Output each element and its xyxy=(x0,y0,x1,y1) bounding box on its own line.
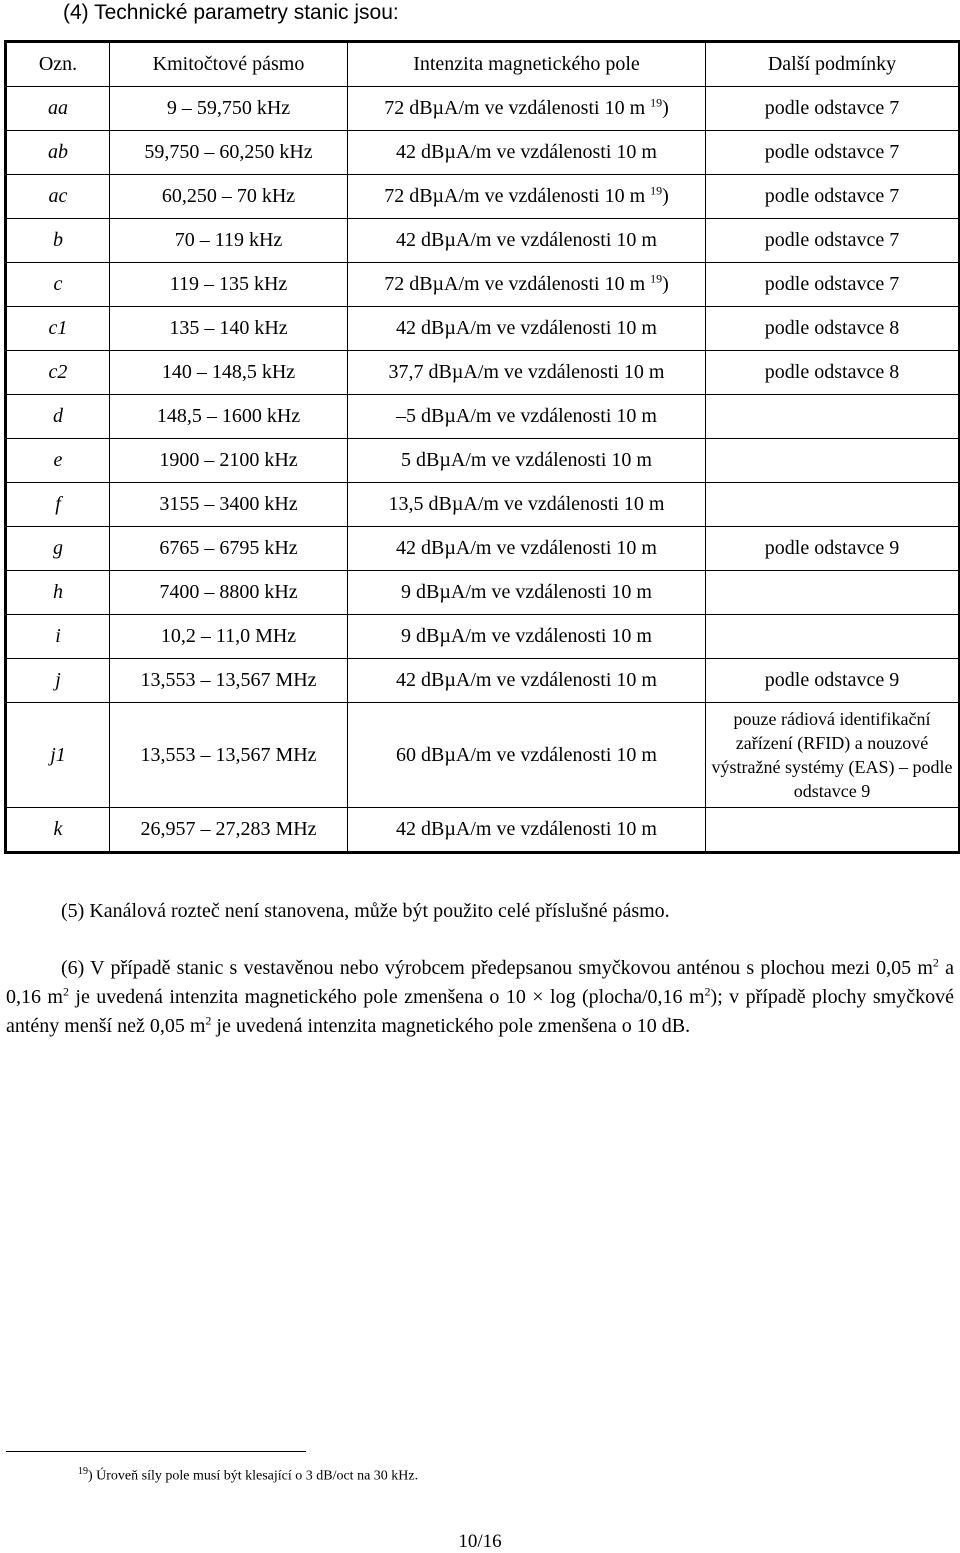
footnote-ref: 19 xyxy=(650,271,663,286)
footnote-divider xyxy=(6,1451,306,1452)
table-header-row xyxy=(6,42,960,87)
cell-field xyxy=(348,703,706,808)
cell-band: 7400 – 8800 kHz xyxy=(110,571,348,615)
cell-field xyxy=(348,527,706,571)
cell-conditions: podle odstavce 7 xyxy=(706,263,960,307)
cell-ozn: e xyxy=(6,439,110,483)
cell-ozn: h xyxy=(6,571,110,615)
table-row xyxy=(6,219,960,263)
cell-band: 13,553 – 13,567 MHz xyxy=(110,659,348,703)
cell-ozn: ac xyxy=(6,175,110,219)
paragraph-5: (5) Kanálová rozteč není stanovena, může být použito celé příslušné pásmo. xyxy=(61,900,670,922)
table-row xyxy=(6,527,960,571)
cell-field xyxy=(348,615,706,659)
footnote-ref-close: ) xyxy=(662,185,669,207)
cell-band: 1900 – 2100 kHz xyxy=(110,439,348,483)
section-heading: (4) Technické parametry stanic jsou: xyxy=(63,1,399,24)
field-value: 42 dBµA/m ve vzdálenosti 10 m xyxy=(396,317,657,339)
cell-ozn: g xyxy=(6,527,110,571)
field-value: 13,5 dBµA/m ve vzdálenosti 10 m xyxy=(388,493,665,515)
field-value: 42 dBµA/m ve vzdálenosti 10 m xyxy=(396,537,657,559)
cell-conditions xyxy=(706,483,960,527)
cell-field xyxy=(348,87,706,131)
cell-band: 60,250 – 70 kHz xyxy=(110,175,348,219)
field-value: 72 dBµA/m ve vzdálenosti 10 m xyxy=(384,185,646,207)
cell-ozn: i xyxy=(6,615,110,659)
table-row xyxy=(6,571,960,615)
table-row xyxy=(6,615,960,659)
paragraph-6: (6) V případě stanic s vestavěnou nebo výrobcem předepsanou smyčkovou anténou s plochou mezi 0,05 $m^2$ a 0,16 $m^2$ je uvedená intenzita magnetického pole zmenšena o 10 × log (plocha/0,16 $m^2$); v případě plochy smyčkové antény menší než 0,05 $m^2$ je uvedená intenzita magnetického pole zmenšena o 10 dB. xyxy=(6,955,954,1037)
cell-ozn: c2 xyxy=(6,351,110,395)
field-value: 42 dBµA/m ve vzdálenosti 10 m xyxy=(396,141,657,163)
field-value: 72 dBµA/m ve vzdálenosti 10 m xyxy=(384,97,646,119)
footnote-ref-close: ) xyxy=(662,97,669,119)
field-value: 5 dBµA/m ve vzdálenosti 10 m xyxy=(401,449,652,471)
cell-band: 135 – 140 kHz xyxy=(110,307,348,351)
header-conditions: Další podmínky xyxy=(706,42,960,87)
cell-conditions xyxy=(706,571,960,615)
cell-ozn: ab xyxy=(6,131,110,175)
cell-conditions: podle odstavce 7 xyxy=(706,219,960,263)
cell-band: 140 – 148,5 kHz xyxy=(110,351,348,395)
footnote-ref: 19 xyxy=(650,95,663,110)
cell-ozn: d xyxy=(6,395,110,439)
cell-conditions: pouze rádiová identifikační zařízení (RFID) a nouzové výstražné systémy (EAS) – podle odstavce 9 xyxy=(706,703,960,808)
cell-ozn: c xyxy=(6,263,110,307)
cell-conditions xyxy=(706,808,960,853)
cell-band: 59,750 – 60,250 kHz xyxy=(110,131,348,175)
table-row xyxy=(6,87,960,131)
cell-conditions xyxy=(706,615,960,659)
cell-conditions: podle odstavce 7 xyxy=(706,131,960,175)
cell-conditions: podle odstavce 8 xyxy=(706,307,960,351)
field-value: 42 dBµA/m ve vzdálenosti 10 m xyxy=(396,818,657,840)
cell-field xyxy=(348,351,706,395)
table-row xyxy=(6,307,960,351)
cell-ozn: aa xyxy=(6,87,110,131)
table-row xyxy=(6,395,960,439)
cell-ozn: k xyxy=(6,808,110,853)
footnote-ref-close: ) xyxy=(662,273,669,295)
cell-field xyxy=(348,483,706,527)
header-band: Kmitočtové pásmo xyxy=(110,42,348,87)
field-value: 9 dBµA/m ve vzdálenosti 10 m xyxy=(401,581,652,603)
field-value: 9 dBµA/m ve vzdálenosti 10 m xyxy=(401,625,652,647)
cell-field xyxy=(348,175,706,219)
cell-ozn: j1 xyxy=(6,703,110,808)
table-row xyxy=(6,263,960,307)
cell-field xyxy=(348,571,706,615)
table-row xyxy=(6,808,960,853)
cell-field xyxy=(348,263,706,307)
cell-ozn: f xyxy=(6,483,110,527)
cell-conditions: podle odstavce 7 xyxy=(706,87,960,131)
cell-band: 6765 – 6795 kHz xyxy=(110,527,348,571)
cell-conditions: podle odstavce 7 xyxy=(706,175,960,219)
cell-band: 119 – 135 kHz xyxy=(110,263,348,307)
header-ozn: Ozn. xyxy=(6,42,110,87)
field-value: 42 dBµA/m ve vzdálenosti 10 m xyxy=(396,669,657,691)
cell-field xyxy=(348,219,706,263)
technical-parameters-table xyxy=(4,40,960,854)
footnote-19: $^{19}$) Úroveň síly pole musí být klesající o 3 dB/oct na 30 kHz. xyxy=(78,1466,419,1484)
table-row xyxy=(6,131,960,175)
cell-band: 26,957 – 27,283 MHz xyxy=(110,808,348,853)
field-value: 37,7 dBµA/m ve vzdálenosti 10 m xyxy=(388,361,665,383)
cell-field xyxy=(348,395,706,439)
cell-ozn: b xyxy=(6,219,110,263)
cell-field xyxy=(348,659,706,703)
cell-band: 13,553 – 13,567 MHz xyxy=(110,703,348,808)
header-field: Intenzita magnetického pole xyxy=(348,42,706,87)
cell-conditions: podle odstavce 9 xyxy=(706,527,960,571)
cell-band: 10,2 – 11,0 MHz xyxy=(110,615,348,659)
field-value: 42 dBµA/m ve vzdálenosti 10 m xyxy=(396,229,657,251)
cell-band: 3155 – 3400 kHz xyxy=(110,483,348,527)
field-value: –5 dBµA/m ve vzdálenosti 10 m xyxy=(396,405,657,427)
cell-conditions xyxy=(706,395,960,439)
cell-band: 148,5 – 1600 kHz xyxy=(110,395,348,439)
field-value: 72 dBµA/m ve vzdálenosti 10 m xyxy=(384,273,646,295)
table-row xyxy=(6,351,960,395)
cell-ozn: j xyxy=(6,659,110,703)
cell-conditions: podle odstavce 9 xyxy=(706,659,960,703)
table-row xyxy=(6,175,960,219)
cell-conditions xyxy=(706,439,960,483)
table-row xyxy=(6,439,960,483)
table-row xyxy=(6,659,960,703)
cell-band: 70 – 119 kHz xyxy=(110,219,348,263)
cell-ozn: c1 xyxy=(6,307,110,351)
cell-field xyxy=(348,808,706,853)
cell-field xyxy=(348,307,706,351)
page-number: 10/16 xyxy=(458,1531,502,1552)
footnote-ref: 19 xyxy=(650,183,663,198)
cell-field xyxy=(348,131,706,175)
table-row xyxy=(6,703,960,808)
cell-conditions: podle odstavce 8 xyxy=(706,351,960,395)
cell-field xyxy=(348,439,706,483)
table-row xyxy=(6,483,960,527)
cell-band: 9 – 59,750 kHz xyxy=(110,87,348,131)
field-value: 60 dBµA/m ve vzdálenosti 10 m xyxy=(396,743,657,766)
